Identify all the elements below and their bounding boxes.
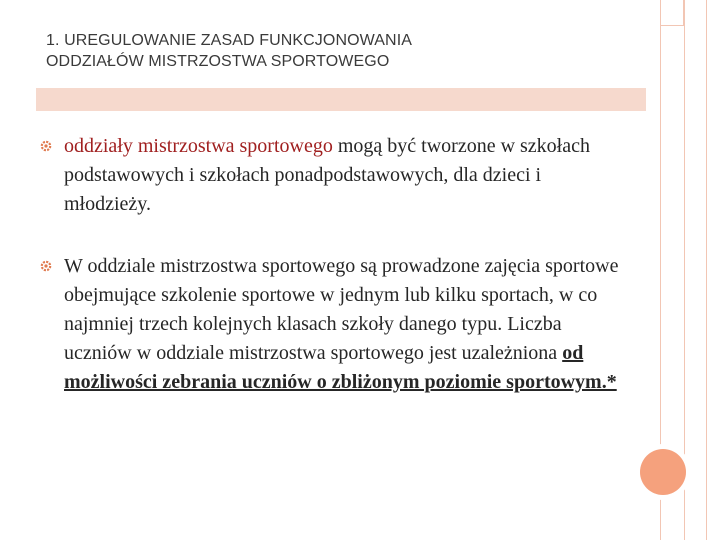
title-line: 1. UREGULOWANIE ZASAD FUNKCJONOWANIA <box>46 32 413 49</box>
bullet-list <box>40 132 620 397</box>
highlighted-text: oddziały mistrzostwa sportowego <box>64 135 333 157</box>
decor-orange-circle <box>640 449 686 495</box>
gear-bullet-icon <box>40 260 52 272</box>
bullet-text: W oddziale mistrzostwa sportowego są prowadzone zajęcia sportowe obejmujące szkolenie sportowe w jednym lub kilku sportach, w co najmniej trzech kolejnych klasach szkoły danego typu. Liczba uczniów w oddziale mistrzostwa sportowego jest uzależniona <box>64 255 619 364</box>
slide-title <box>46 30 606 72</box>
title-underline-band <box>36 88 646 111</box>
list-item <box>40 132 620 219</box>
list-item <box>40 252 620 397</box>
gear-bullet-icon <box>40 140 52 152</box>
emphasized-text: od możliwości zebrania uczniów o zbliżonym poziomie sportowym.* <box>64 342 617 393</box>
bullet-text: mogą być tworzone w szkołach podstawowych i szkołach ponadpodstawowych, dla dzieci i młodzieży. <box>64 135 590 215</box>
decor-box <box>660 0 684 26</box>
decor-line <box>706 0 707 540</box>
title-line: ODDZIAŁÓW MISTRZOSTWA SPORTOWEGO <box>46 53 390 70</box>
